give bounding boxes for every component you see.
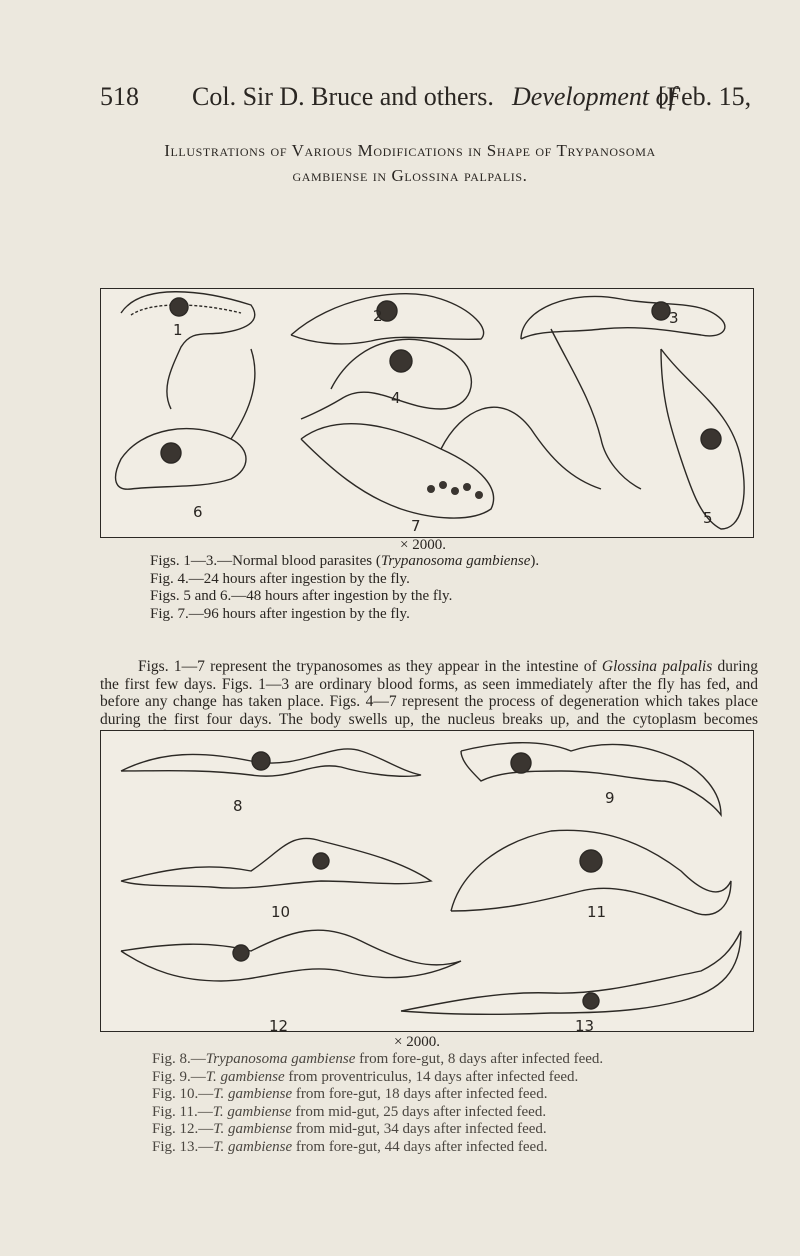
- figure-label-13: 13: [575, 1017, 595, 1031]
- figure-label-3: 3: [669, 309, 679, 327]
- caption-figs-1-3: Figs. 1—3.—Normal blood parasites (Trypanosoma gambiense).: [150, 553, 540, 569]
- figure-label-11: 11: [587, 903, 607, 921]
- nucleus-fig-10: [313, 853, 329, 869]
- figure-label-2: 2: [373, 307, 383, 325]
- heading-line-1: Illustrations of Various Modifications in Shape of Trypanosoma: [164, 141, 656, 160]
- figure-plate-2: [100, 730, 754, 1032]
- plate-1-magnification: × 2000.: [400, 537, 446, 553]
- heading-line-2: gambiense in Glossina palpalis.: [292, 166, 528, 185]
- nucleus-fig-9: [511, 753, 531, 773]
- trypanosome-fig-9: [461, 743, 721, 815]
- trypanosome-fig-6: [116, 429, 246, 490]
- figure-label-5: 5: [703, 509, 713, 527]
- figure-label-7: 7: [411, 517, 421, 535]
- plate-2-illustration: [101, 731, 753, 1031]
- trypanosome-fig-8: [121, 749, 421, 776]
- trypanosome-fig-3: [521, 296, 725, 339]
- trypanosome-fig-13: [401, 931, 741, 1014]
- nucleus-fig-11: [580, 850, 602, 872]
- header-title: Development of: [512, 82, 676, 111]
- caption-figs-5-6: Figs. 5 and 6.—48 hours after ingestion by the fly.: [150, 588, 453, 604]
- body-paragraph: Figs. 1—7 represent the trypanosomes as they appear in the intestine of Glossina palpalis during the first few days. Figs. 1—3 are ordinary blood forms, as seen immediately after the fly has fed, and before any change has taken place. Figs. 4—7 represent the process of degeneration which takes place during the first four days. The body swells up, the nucleus breaks up, and the cytoplasm becomes: [100, 658, 758, 728]
- header-author: Col. Sir D. Bruce and others.: [192, 82, 494, 111]
- figure-plate-1: [100, 288, 754, 538]
- trypanosome-fig-7: [301, 424, 494, 518]
- caption-fig-8: Fig. 8.—Trypanosoma gambiense from fore-gut, 8 days after infected feed.: [152, 1051, 604, 1067]
- figure-label-6: 6: [193, 503, 203, 521]
- caption-fig-12: Fig. 12.—T. gambiense from mid-gut, 34 days after infected feed.: [152, 1121, 547, 1137]
- nucleus-fig-5: [701, 429, 721, 449]
- figure-label-10: 10: [271, 903, 291, 921]
- nucleus-fig-12: [233, 945, 249, 961]
- header-date: [Feb. 15,: [658, 82, 752, 111]
- plate-2-captions: [152, 1051, 603, 1156]
- figure-label-8: 8: [233, 797, 243, 815]
- trypanosome-fig-10: [121, 838, 431, 888]
- page-number: 518: [100, 82, 139, 111]
- plate-2-magnification: × 2000.: [394, 1034, 440, 1050]
- caption-fig-4: Fig. 4.—24 hours after ingestion by the fly.: [150, 570, 410, 587]
- figure-label-4: 4: [391, 389, 401, 407]
- caption-fig-11: Fig. 11.—T. gambiense from mid-gut, 25 days after infected feed.: [152, 1103, 547, 1120]
- plate-1-illustration: [101, 289, 753, 537]
- figure-label-1: 1: [173, 321, 183, 339]
- nucleus-fig-1: [170, 298, 188, 316]
- trypanosome-fig-4: [301, 339, 471, 419]
- caption-fig-7: Fig. 7.—96 hours after ingestion by the fly.: [150, 605, 410, 622]
- nucleus-fig-8: [252, 752, 270, 770]
- caption-fig-9: Fig. 9.—T. gambiense from proventriculus, 14 days after infected feed.: [152, 1068, 579, 1085]
- nucleus-fig-13: [583, 993, 599, 1009]
- caption-fig-10: Fig. 10.—T. gambiense from fore-gut, 18 days after infected feed.: [152, 1086, 548, 1102]
- running-header: [100, 82, 760, 118]
- plate-1-captions: [150, 553, 539, 623]
- nucleus-fig-6: [161, 443, 181, 463]
- figure-label-9: 9: [605, 789, 615, 807]
- section-heading: [60, 138, 760, 188]
- caption-fig-13: Fig. 13.—T. gambiense from fore-gut, 44 days after infected feed.: [152, 1138, 548, 1155]
- nucleus-fig-4: [390, 350, 412, 372]
- nucleus-fig-3: [652, 302, 670, 320]
- trypanosome-fig-12: [121, 930, 461, 981]
- figure-label-12: 12: [269, 1017, 289, 1031]
